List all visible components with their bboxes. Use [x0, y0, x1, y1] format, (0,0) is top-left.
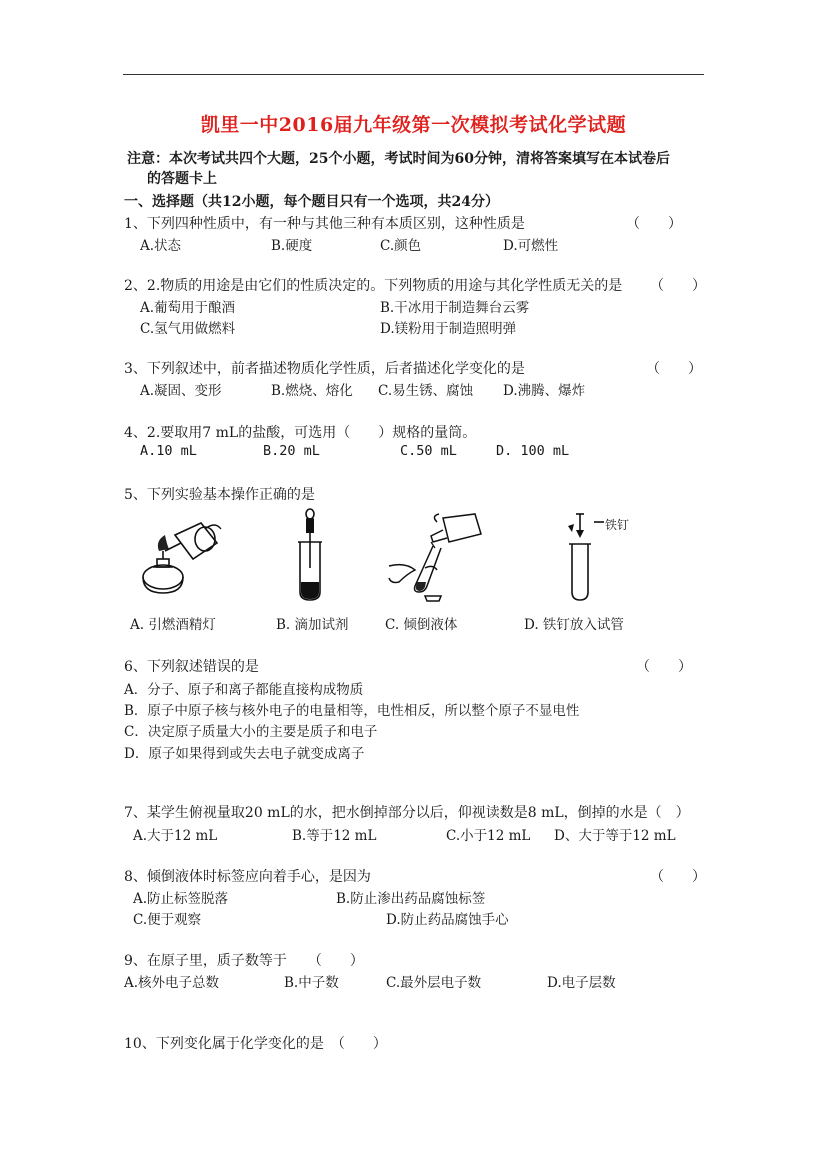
nail-label: 铁钉	[605, 518, 630, 532]
question-1-option-b: B.硬度	[271, 238, 313, 254]
question-4-option-c: C.50 mL	[400, 443, 457, 459]
question-9-option-c: C.最外层电子数	[386, 975, 482, 991]
question-6-option-a: A．分子、原子和离子都能直接构成物质	[124, 682, 364, 698]
question-6-option-d: D．原子如果得到或失去电子就变成离子	[124, 746, 365, 762]
alcohol-lamp-figure	[135, 515, 225, 603]
question-5-option-d: D. 铁钉放入试管	[524, 617, 624, 633]
question-2-stem: 2、2.物质的用途是由它们的性质决定的。下列物质的用途与其化学性质无关的是	[124, 278, 623, 294]
question-7-stem: 7、某学生俯视量取20 mL的水，把水倒掉部分以后，仰视读数是8 mL，倒掉的水是（ ）	[124, 805, 690, 821]
section-heading: 一、选择题（共12小题，每个题目只有一个选项，共24分）	[124, 194, 499, 210]
question-3-option-d: D.沸腾、爆炸	[503, 383, 586, 399]
question-4-option-b: B.20 mL	[263, 443, 320, 459]
question-7-option-d: D、大于等于12 mL	[554, 828, 676, 844]
question-7-option-a: A.大于12 mL	[133, 828, 218, 844]
header-rule	[123, 74, 704, 75]
question-8-answer-blank: （ ）	[650, 869, 706, 885]
question-2-option-d: D.镁粉用于制造照明弹	[380, 321, 517, 337]
question-10-stem: 10、下列变化属于化学变化的是 （ ）	[124, 1036, 387, 1052]
question-6-option-c: C．决定原子质量大小的主要是质子和电子	[124, 724, 378, 740]
question-1-answer-blank: （ ）	[626, 216, 682, 232]
question-4-option-d: D. 100 mL	[496, 443, 570, 459]
question-3-option-c: C.易生锈、腐蚀	[378, 383, 474, 399]
pouring-liquid-figure	[385, 512, 485, 602]
question-5-stem: 5、下列实验基本操作正确的是	[124, 487, 315, 503]
question-9-stem: 9、在原子里，质子数等于 （ ）	[124, 953, 364, 969]
question-5-option-b: B. 滴加试剂	[276, 617, 349, 633]
question-8-option-d: D.防止药品腐蚀手心	[386, 912, 509, 928]
question-7-option-c: C.小于12 mL	[446, 828, 531, 844]
question-2-option-a: A.葡萄用于酿酒	[140, 300, 236, 316]
question-8-option-b: B.防止渗出药品腐蚀标签	[336, 891, 486, 907]
question-5-option-c: C. 倾倒液体	[385, 617, 458, 633]
notice-line-1: 注意：本次考试共四个大题，25个小题，考试时间为60分钟，清将答案填写在本试卷后	[127, 151, 670, 167]
question-1-option-a: A.状态	[140, 238, 182, 254]
question-1-option-d: D.可燃性	[503, 238, 559, 254]
question-3-stem: 3、下列叙述中，前者描述物质化学性质，后者描述化学变化的是	[124, 361, 525, 377]
question-6-stem: 6、下列叙述错误的是	[124, 659, 259, 675]
notice-line-2: 的答题卡上	[147, 171, 217, 187]
question-6-answer-blank: （ ）	[636, 659, 692, 675]
question-6-option-b: B．原子中原子核与核外电子的电量相等，电性相反，所以整个原子不显电性	[124, 703, 580, 719]
question-4-option-a: A.10 mL	[140, 443, 197, 459]
question-3-option-a: A.凝固、变形	[140, 383, 222, 399]
question-7-option-b: B.等于12 mL	[292, 828, 377, 844]
question-2-option-b: B.干冰用于制造舞台云雾	[380, 300, 530, 316]
question-2-answer-blank: （ ）	[650, 278, 706, 294]
question-9-option-a: A.核外电子总数	[124, 975, 220, 991]
question-1-option-c: C.颜色	[380, 238, 422, 254]
question-3-answer-blank: （ ）	[646, 361, 702, 377]
question-8-option-c: C.便于观察	[133, 912, 202, 928]
question-1-stem: 1、下列四种性质中，有一种与其他三种有本质区别，这种性质是	[124, 216, 525, 232]
question-9-option-d: D.电子层数	[547, 975, 616, 991]
question-5-option-a: A. 引燃酒精灯	[130, 617, 216, 633]
question-2-option-c: C.氢气用做燃料	[140, 321, 236, 337]
page-title: 凯里一中2016届九年级第一次模拟考试化学试题	[200, 114, 627, 136]
question-4-stem: 4、2.要取用7 mL的盐酸，可选用（ ）规格的量筒。	[124, 425, 477, 441]
dropper-test-tube-figure	[290, 508, 330, 604]
question-8-option-a: A.防止标签脱落	[133, 891, 229, 907]
question-9-option-b: B.中子数	[284, 975, 339, 991]
question-8-stem: 8、倾倒液体时标签应向着手心，是因为	[124, 869, 371, 885]
question-3-option-b: B.燃烧、熔化	[271, 383, 353, 399]
